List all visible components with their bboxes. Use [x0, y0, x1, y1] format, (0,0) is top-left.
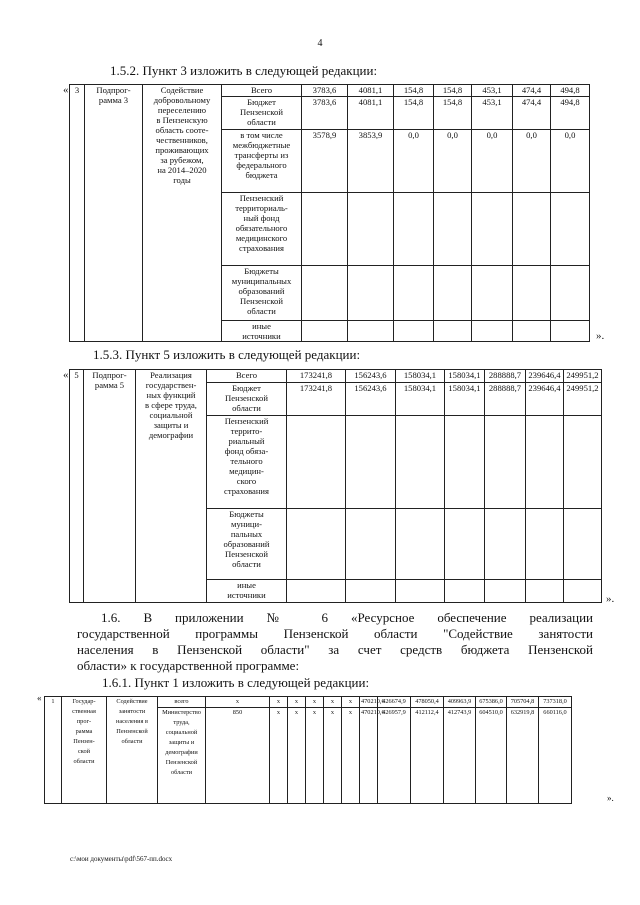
- funding-source-cell: иные источники: [222, 321, 302, 342]
- value-cell: 239646,4: [526, 383, 564, 416]
- value-cell: 154,8: [394, 97, 434, 130]
- value-cell: [396, 509, 445, 580]
- program-title-cell: Реализация государствен- ных функций в сфере труда, социальной защиты и демографии: [136, 370, 207, 603]
- value-cell: 705704,8: [507, 697, 539, 708]
- row-number-cell: 1: [45, 697, 62, 804]
- value-cell: [526, 509, 564, 580]
- funding-source-cell: Министерство труда, социальной защиты и демографии Пензенской области: [158, 708, 206, 804]
- open-quote-1-6-1: «: [37, 693, 42, 703]
- value-cell: 453,1: [472, 97, 513, 130]
- value-cell: [551, 321, 590, 342]
- code-cell: 850: [206, 708, 270, 804]
- value-cell: [526, 580, 564, 603]
- paragraph-1-6-line: государственной программы Пензенской области "Содействие занятости: [77, 626, 593, 641]
- row-number-cell: 3: [70, 85, 85, 342]
- paragraph-1-6: [77, 610, 593, 674]
- value-cell: [394, 321, 434, 342]
- funding-source-cell: Бюджеты муници- пальных образований Пензенской области: [207, 509, 287, 580]
- heading-1-6-1: 1.6.1. Пункт 1 изложить в следующей редакции:: [102, 675, 370, 690]
- row-number-cell: 5: [70, 370, 84, 603]
- value-cell: [513, 266, 551, 321]
- value-cell: [564, 416, 602, 509]
- value-cell: [287, 416, 346, 509]
- open-quote-1-5-3: «: [63, 369, 69, 381]
- program-name-cell: Подпрог- рамма 5: [84, 370, 136, 603]
- funding-source-cell: всего: [158, 697, 206, 708]
- code-cell: x: [306, 708, 324, 804]
- value-cell: [302, 321, 348, 342]
- program-name-cell: Подпрог- рамма 3: [85, 85, 143, 342]
- value-cell: 288888,7: [485, 370, 526, 383]
- code-cell: x: [342, 708, 360, 804]
- value-cell: 158034,1: [445, 370, 485, 383]
- program-name-cell: Государ- ственная прог- рамма Пензен- ской области: [62, 697, 107, 804]
- value-cell: [472, 193, 513, 266]
- value-cell: 737318,0: [539, 697, 572, 708]
- funding-source-cell: Пензенский территориаль- ный фонд обязательного медицинского страхования: [222, 193, 302, 266]
- code-cell: x: [342, 697, 360, 708]
- code-cell: x: [206, 697, 270, 708]
- value-cell: 173241,8: [287, 370, 346, 383]
- funding-source-cell: Бюджет Пензенской области: [222, 97, 302, 130]
- program-title-cell: Содействие занятости населения в Пензенской области: [107, 697, 158, 804]
- value-cell: [485, 509, 526, 580]
- paragraph-1-6-line: 1.6. В приложении № 6 «Ресурсное обеспечение реализации: [101, 610, 593, 625]
- funding-source-cell: иные источники: [207, 580, 287, 603]
- funding-source-cell: Пензенский террито- риальный фонд обяза- тельного медицин- ского страхования: [207, 416, 287, 509]
- value-cell: 660116,0: [539, 708, 572, 804]
- value-cell: 154,8: [434, 85, 472, 97]
- funding-source-cell: Всего: [207, 370, 287, 383]
- heading-1-5-3: 1.5.3. Пункт 5 изложить в следующей редакции:: [93, 347, 361, 362]
- paragraph-1-6-line: области» к государственной программе:: [77, 658, 300, 673]
- value-cell: 249951,2: [564, 370, 602, 383]
- value-cell: 3578,9: [302, 130, 348, 193]
- table-state-program: [44, 696, 605, 804]
- value-cell: 604510,0: [476, 708, 507, 804]
- code-cell: x: [306, 697, 324, 708]
- paragraph-1-6-line: населения в Пензенской области" за счет средств бюджета Пензенской: [77, 642, 593, 657]
- table-row: [70, 85, 590, 97]
- value-cell: 632919,8: [507, 708, 539, 804]
- value-cell: 158034,1: [396, 383, 445, 416]
- value-cell: 239646,4: [526, 370, 564, 383]
- close-quote-1-6-1: ».: [607, 793, 614, 803]
- value-cell: 474,4: [513, 97, 551, 130]
- value-cell: [394, 266, 434, 321]
- value-cell: 409963,9: [444, 697, 476, 708]
- value-cell: [287, 580, 346, 603]
- close-quote-1-5-2: ».: [596, 330, 605, 342]
- value-cell: [551, 266, 590, 321]
- value-cell: [472, 266, 513, 321]
- value-cell: 0,0: [513, 130, 551, 193]
- table-subprogram-5: [69, 369, 602, 603]
- value-cell: 3783,6: [302, 85, 348, 97]
- program-title-cell: Содействие добровольному переселению в Пензенскую область соотe- чественников, проживающих за рубежом, на 2014–2020 годы: [143, 85, 222, 342]
- code-cell: x: [288, 708, 306, 804]
- value-cell: 4081,1: [348, 97, 394, 130]
- value-cell: [348, 193, 394, 266]
- code-cell: x: [270, 697, 288, 708]
- page-number: 4: [317, 38, 323, 49]
- value-cell: 470210,6: [360, 708, 378, 804]
- value-cell: 3853,9: [348, 130, 394, 193]
- value-cell: [348, 321, 394, 342]
- value-cell: [396, 416, 445, 509]
- value-cell: 453,1: [472, 85, 513, 97]
- table-row: [70, 370, 602, 383]
- value-cell: [445, 416, 485, 509]
- value-cell: 156243,6: [346, 383, 396, 416]
- value-cell: [434, 266, 472, 321]
- code-cell: x: [288, 697, 306, 708]
- value-cell: 288888,7: [485, 383, 526, 416]
- value-cell: 478050,4: [411, 697, 444, 708]
- value-cell: 154,8: [394, 85, 434, 97]
- value-cell: [434, 321, 472, 342]
- value-cell: [513, 321, 551, 342]
- value-cell: [526, 416, 564, 509]
- value-cell: [472, 321, 513, 342]
- code-cell: x: [324, 708, 342, 804]
- close-quote-1-5-3: ».: [606, 593, 615, 605]
- value-cell: [513, 193, 551, 266]
- value-cell: [346, 509, 396, 580]
- funding-source-cell: Бюджет Пензенской области: [207, 383, 287, 416]
- value-cell: 4081,1: [348, 85, 394, 97]
- value-cell: 3783,6: [302, 97, 348, 130]
- value-cell: [302, 266, 348, 321]
- value-cell: 494,8: [551, 97, 590, 130]
- value-cell: 154,8: [434, 97, 472, 130]
- value-cell: 494,8: [551, 85, 590, 97]
- value-cell: 156243,6: [346, 370, 396, 383]
- funding-source-cell: Всего: [222, 85, 302, 97]
- value-cell: [564, 509, 602, 580]
- value-cell: 173241,8: [287, 383, 346, 416]
- value-cell: 249951,2: [564, 383, 602, 416]
- value-cell: 0,0: [394, 130, 434, 193]
- value-cell: [346, 416, 396, 509]
- value-cell: 0,0: [551, 130, 590, 193]
- value-cell: 426674,9: [378, 697, 411, 708]
- value-cell: [445, 580, 485, 603]
- value-cell: 474,4: [513, 85, 551, 97]
- value-cell: [346, 580, 396, 603]
- value-cell: [434, 193, 472, 266]
- open-quote-1-5-2: «: [63, 84, 69, 96]
- value-cell: 675386,0: [476, 697, 507, 708]
- funding-source-cell: Бюджеты муниципальных образований Пензенской области: [222, 266, 302, 321]
- value-cell: 426957,9: [378, 708, 411, 804]
- value-cell: 412743,9: [444, 708, 476, 804]
- value-cell: [348, 266, 394, 321]
- table-row: [45, 697, 605, 708]
- value-cell: 0,0: [472, 130, 513, 193]
- value-cell: [394, 193, 434, 266]
- value-cell: 0,0: [434, 130, 472, 193]
- value-cell: [445, 509, 485, 580]
- value-cell: [564, 580, 602, 603]
- value-cell: 158034,1: [445, 383, 485, 416]
- value-cell: [396, 580, 445, 603]
- footer-file-path: c:\мои документы\pdf\567-пп.docx: [70, 855, 173, 863]
- value-cell: [551, 193, 590, 266]
- value-cell: [287, 509, 346, 580]
- funding-source-cell: в том числе межбюджетные трансферты из федерального бюджета: [222, 130, 302, 193]
- value-cell: 158034,1: [396, 370, 445, 383]
- value-cell: 412112,4: [411, 708, 444, 804]
- value-cell: [485, 580, 526, 603]
- value-cell: 470210,6: [360, 697, 378, 708]
- table-subprogram-3: [69, 84, 590, 342]
- value-cell: [485, 416, 526, 509]
- code-cell: x: [324, 697, 342, 708]
- code-cell: x: [270, 708, 288, 804]
- value-cell: [302, 193, 348, 266]
- heading-1-5-2: 1.5.2. Пункт 3 изложить в следующей редакции:: [110, 63, 378, 78]
